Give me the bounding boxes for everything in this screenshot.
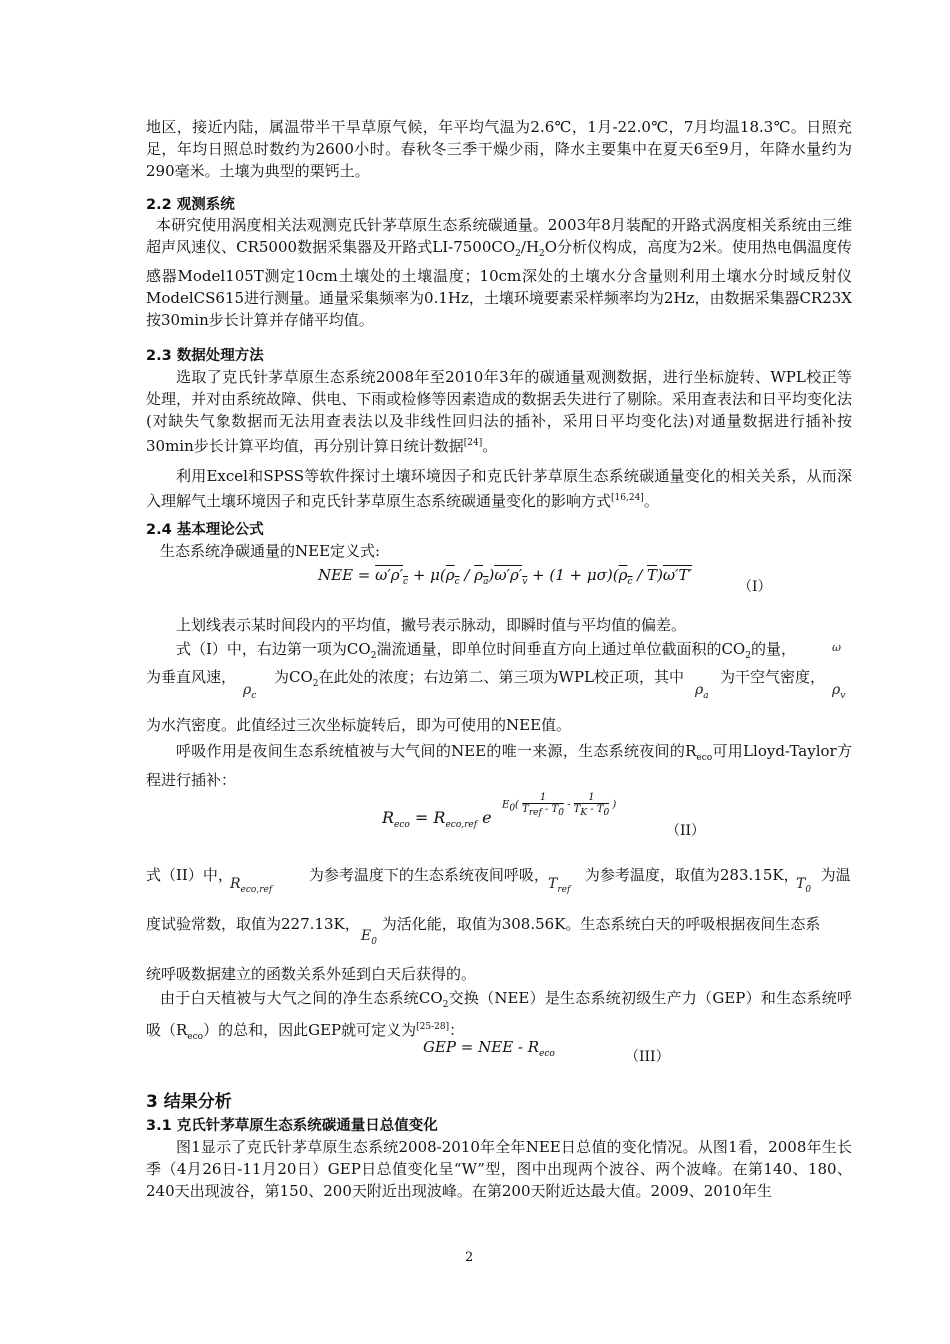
equation-2-explanation-line1: 式（II）中， 为参考温度下的生态系统夜间呼吸， 为参考温度，取值为283.15K， 为温 [146, 866, 851, 884]
paragraph-data-processing: 选取了克氏针茅草原生态系统2008年至2010年3年的碳通量观测数据，进行坐标旋转、WPL校正等处理，并对由系统故障、供电、下雨或检修等因素造成的数据丢失进行了剔除。采用查表法和日平均变化法(对缺失气象数据而无法用查表法以及非线性回归法的插补，采用日平均变化法)对通量数据进行插补按30min步长计算平均值，再分别计算日统计数据[24]。 [146, 368, 852, 455]
page-number: 2 [465, 1250, 474, 1265]
r-eco-ref-symbol: $R_{eco,ref}$ [230, 876, 273, 895]
paragraph-analysis-method: 利用Excel和SPSS等软件探讨土壤环境因子和克氏针茅草原生态系统碳通量变化的相关关系，从而深入理解气土壤环境因子和克氏针茅草原生态系统碳通量变化的影响方式[16,24]。 [146, 467, 852, 510]
t0-symbol: $T_0$ [796, 876, 812, 895]
section-heading-2-3: 2.3 数据处理方法 [146, 348, 264, 364]
omega-symbol: ω [832, 641, 841, 654]
section-heading-2-4: 2.4 基本理论公式 [146, 522, 264, 538]
section-heading-3-1: 3.1 克氏针茅草原生态系统碳通量日总值变化 [146, 1118, 438, 1134]
paragraph-observation-system: 本研究使用涡度相关法观测克氏针茅草原生态系统碳通量。2003年8月装配的开路式涡度相关系统由三维超声风速仪、CR5000数据采集器及开路式$LI-7500CO_2/H_2O$分析仪构成，高度为2米。使用热电偶温度传感器Model105T测定10cm土壤处的土壤温度；10cm深处的土壤水分含量则利用土壤水分时域反射仪ModelCS615进行测量。通量采集频率为0.1Hz，土壤环境要素采样频率均为2Hz，由数据采集器CR23X按30min步长计算并存储平均值。 [146, 216, 852, 329]
equation-2-explanation-line2: 度试验常数，取值为227.13K， 为活化能，取值为308.56K。生态系统白天的呼吸根据夜间生态系 [146, 915, 821, 933]
section-heading-3: 3 结果分析 [146, 1092, 232, 1112]
equation-exponent: $E_0$( 1 $T_{ref} - T_0$ - $\frac{1}{T_K - T_0}$ ) [502, 792, 617, 818]
rho-a-symbol: $\rho_a$ [695, 682, 709, 701]
overline-explanation: 上划线表示某时间段内的平均值，撇号表示脉动，即瞬时值与平均值的偏差。 [176, 616, 687, 634]
e0-symbol: $E_0$ [361, 928, 377, 947]
equation-number-1: （I） [738, 579, 772, 595]
equation-number-3: （III） [625, 1049, 670, 1065]
rho-v-symbol: $\rho_v$ [832, 682, 846, 701]
section-heading-2-2: 2.2 观测系统 [146, 197, 235, 213]
equation-number-2: （II） [666, 823, 706, 839]
equation-lloyd-taylor: $R_{eco} = R_{eco,ref}$ e [382, 808, 492, 831]
rho-c-symbol: $\rho_c$ [243, 682, 257, 701]
term-explanation-line1: 式（I）中，右边第一项为$CO_2$湍流通量，即单位时间垂直方向上通过单位截面积的$CO_2$的量， [176, 640, 796, 661]
nee-definition-intro: 生态系统净碳通量的NEE定义式: [160, 542, 381, 560]
equation-nee: NEE = $\omega'\rho'_c + \mu(\rho_c / \rho_a)\omega'\rho'_v + (1 + \mu\sigma)(\rho_c / \overline{T})\omega'T'$ [318, 566, 692, 587]
paragraph-results: 图1显示了克氏针茅草原生态系统2008-2010年全年NEE日总值的变化情况。从图1看，2008年生长季（4月26日-11月20日）GEP日总值变化呈“W”型，图中出现两个波谷、两个波峰。在第140、180、240天出现波谷，第150、200天附近出现波峰。在第200天附近达最大值。2009、2010年生 [146, 1138, 852, 1200]
equation-2-explanation-line3: 统呼吸数据建立的函数关系外延到白天后获得的。 [146, 965, 477, 983]
term-explanation-line3: 为水汽密度。此值经过三次坐标旋转后，即为可使用的NEE值。 [146, 716, 572, 734]
t-ref-symbol: $T_{ref}$ [548, 876, 571, 895]
paragraph-climate: 地区，接近内陆，属温带半干旱草原气候，年平均气温为2.6℃，1月-22.0℃，7月均温18.3℃。日照充足，年均日照总时数约为2600小时。春秋冬三季干燥少雨，降水主要集中在夏天6至9月，年降水量约为290毫米。土壤为典型的栗钙土。 [146, 118, 852, 180]
equation-gep: GEP = NEE - $R_{eco}$ [423, 1038, 555, 1059]
paragraph-gep-definition: 由于白天植被与大气之间的净生态系统$CO_2$交换（NEE）是生态系统初级生产力（GEP）和生态系统呼吸$(R_{eco})$的总和，因此GEP就可定义为[25-28]： [146, 989, 852, 1042]
paragraph-respiration: 呼吸作用是夜间生态系统植被与大气间的NEE的唯一来源，生态系统夜间的$R_{eco}$可用Lloyd-Taylor方程进行插补： [146, 742, 852, 789]
term-explanation-line2: 为垂直风速， 为$CO_2$在此处的浓度；右边第二、第三项为WPL校正项，其中 为干空气密度， [146, 668, 826, 689]
